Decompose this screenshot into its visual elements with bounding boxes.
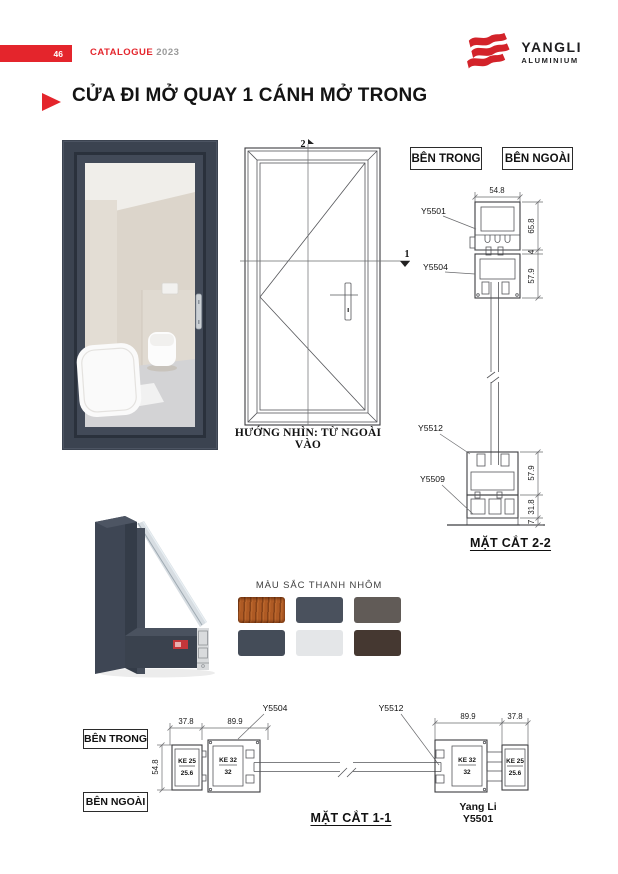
color-swatch-wood-grain bbox=[238, 597, 285, 623]
insert-ke32-label-right: KE 32 bbox=[458, 757, 476, 764]
page-number-bar bbox=[0, 45, 72, 62]
maker-code: Y5501 bbox=[462, 813, 494, 825]
label-outside-top: BÊN NGOÀI bbox=[502, 147, 573, 170]
section-2-2-caption: MẶT CẮT 2-2 bbox=[469, 536, 552, 550]
insert-ke32-label-left: KE 32 bbox=[219, 757, 237, 764]
part-label-y5512-plan: Y5512 bbox=[378, 703, 404, 713]
door-product-photo bbox=[62, 140, 218, 450]
label-inside-top: BÊN TRONG bbox=[410, 147, 482, 170]
insert-ke25-label-right: KE 25 bbox=[506, 758, 524, 765]
catalogue-label: CATALOGUE bbox=[90, 47, 154, 58]
page-title: CỬA ĐI MỞ QUAY 1 CÁNH MỞ TRONG bbox=[72, 85, 428, 106]
label-outside-bottom: BÊN NGOÀI bbox=[83, 792, 148, 812]
corner-profile-photo bbox=[85, 508, 220, 680]
catalogue-year: 2023 bbox=[156, 47, 180, 58]
color-swatch-light-gray bbox=[296, 630, 343, 656]
insert-ke25-value-left: 25.6 bbox=[180, 770, 194, 777]
dim-31-8: 31.8 bbox=[527, 499, 536, 515]
door-elevation-drawing bbox=[238, 138, 420, 430]
part-label-y5504: Y5504 bbox=[423, 262, 448, 272]
brand-logo bbox=[461, 30, 582, 74]
color-swatch-slate-gray bbox=[296, 597, 343, 623]
color-swatch-dark-brown bbox=[354, 630, 401, 656]
dim-37-8-left: 37.8 bbox=[178, 717, 194, 726]
color-swatch-warm-gray bbox=[354, 597, 401, 623]
swatch-group-title: MÀU SẮC THANH NHÔM bbox=[255, 580, 383, 591]
brand-subtitle: ALUMINIUM bbox=[521, 55, 579, 65]
title-arrow-icon bbox=[42, 93, 61, 111]
bathroom-scene bbox=[76, 163, 195, 427]
dim-54-8: 54.8 bbox=[489, 186, 505, 195]
section-1-1-caption: MẶT CẮT 1-1 bbox=[310, 811, 392, 825]
dim-7: 7 bbox=[527, 519, 536, 525]
insert-ke25-label-left: KE 25 bbox=[178, 758, 196, 765]
dim-4: 4 bbox=[527, 249, 536, 255]
maker-note bbox=[438, 801, 518, 825]
part-label-y5509: Y5509 bbox=[420, 474, 445, 484]
section-marker-2-flag bbox=[308, 139, 314, 144]
insert-ke32-value-left: 32 bbox=[224, 769, 232, 776]
door-handle bbox=[196, 294, 202, 329]
dim-65-8: 65.8 bbox=[527, 218, 536, 234]
dim-89-9-left: 89.9 bbox=[227, 717, 243, 726]
dim-89-9-right: 89.9 bbox=[460, 712, 476, 721]
brand-name: YANGLI bbox=[521, 38, 582, 55]
label-inside-bottom: BÊN TRONG bbox=[83, 729, 148, 749]
part-label-y5512: Y5512 bbox=[418, 423, 443, 433]
catalogue-line bbox=[90, 47, 179, 58]
dim-57-9-bottom: 57.9 bbox=[527, 465, 536, 481]
insert-ke32-value-right: 32 bbox=[463, 769, 471, 776]
insert-ke25-value-right: 25.6 bbox=[508, 770, 522, 777]
part-label-y5501: Y5501 bbox=[421, 206, 446, 216]
view-direction-caption: HƯỚNG NHÌN: TỪ NGOÀI VÀO bbox=[234, 427, 382, 451]
handle-symbol bbox=[330, 283, 358, 320]
dim-57-9-top: 57.9 bbox=[527, 268, 536, 284]
brand-text bbox=[521, 40, 582, 65]
dim-37-8-right: 37.8 bbox=[507, 712, 523, 721]
color-swatch-graphite bbox=[238, 630, 285, 656]
page-number: 46 bbox=[53, 48, 63, 59]
section-marker-1: 1 bbox=[404, 249, 410, 260]
profile-cut-face bbox=[197, 628, 209, 670]
dim-54-8-height: 54.8 bbox=[151, 759, 160, 775]
yangli-flag-icon bbox=[461, 30, 513, 74]
maker-name: Yang Li bbox=[459, 801, 497, 813]
section-marker-2: 2 bbox=[300, 139, 306, 150]
section-2-2-drawing bbox=[405, 180, 580, 535]
part-label-y5504-plan: Y5504 bbox=[262, 703, 288, 713]
